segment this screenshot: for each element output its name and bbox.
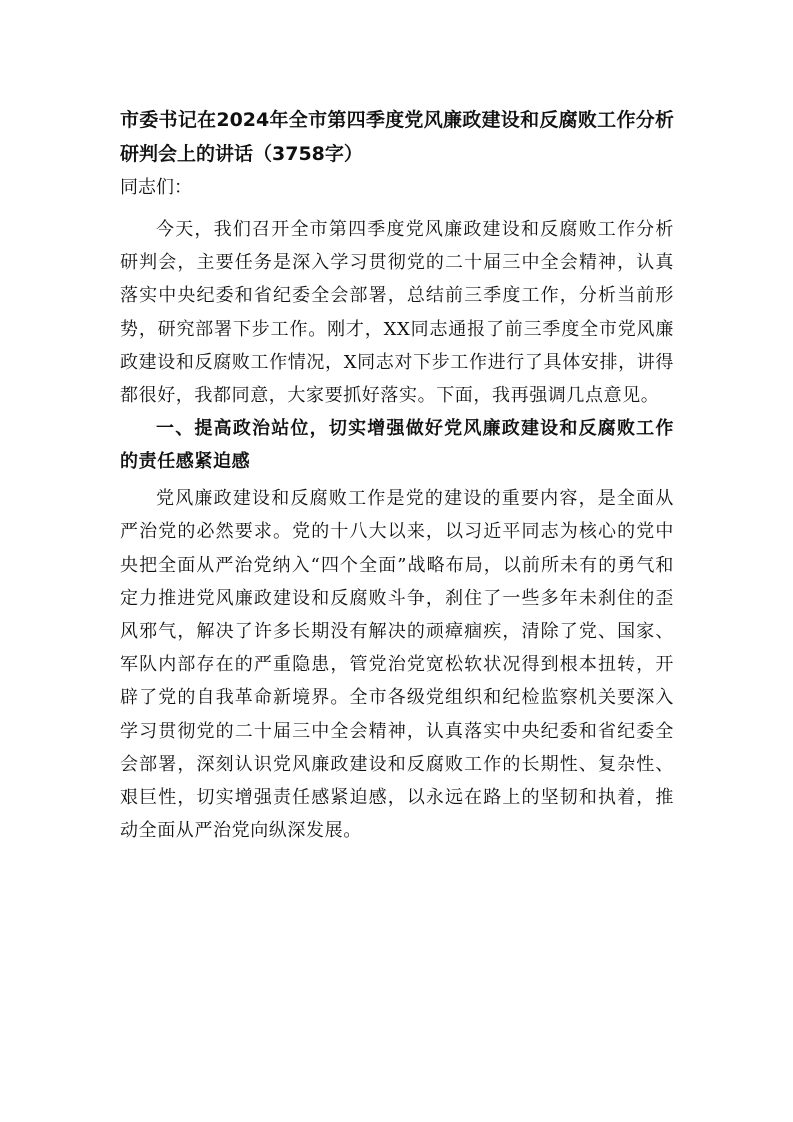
section-1-paragraph: 党风廉政建设和反腐败工作是党的建设的重要内容，是全面从严治党的必然要求。党的十八大以来，以习近平同志为核心的党中央把全面从严治党纳入“四个全面”战略布局，以前所未有的勇气和定力推进党风廉政建设和反腐败斗争，刹住了一些多年未刹住的歪风邪气，解决了许多长期没有解决的顽瘴痼疾，清除了党、国家、军队内部存在的严重隐患，管党治党宽松软状况得到根本扭转，开辟了党的自我革命新境界。全市各级党组织和纪检监察机关要深入学习贯彻党的二十届三中全会精神，认真落实中央纪委和省纪委全会部署，深刻认识党风廉政建设和反腐败工作的长期性、复杂性、艰巨性，切实增强责任感紧迫感，以永远在路上的坚韧和执着，推动全面从严治党向纵深发展。 xyxy=(120,488,674,842)
salutation: 同志们： xyxy=(120,177,192,198)
section-1-heading: 一、提高政治站位，切实增强做好党风廉政建设和反腐败工作的责任感紧迫感 xyxy=(120,418,674,473)
document-page xyxy=(120,103,674,847)
intro-paragraph: 今天，我们召开全市第四季度党风廉政建设和反腐败工作分析研判会，主要任务是深入学习贯彻党的二十届三中全会精神，认真落实中央纪委和省纪委全会部署，总结前三季度工作，分析当前形势，研究部署下步工作。刚才，XX同志通报了前三季度全市党风廉政建设和反腐败工作情况，X同志对下步工作进行了具体安排，讲得都很好，我都同意，大家要抓好落实。下面，我再强调几点意见。 xyxy=(120,219,674,407)
document-title: 市委书记在2024年全市第四季度党风廉政建设和反腐败工作分析研判会上的讲话（3758字） xyxy=(120,109,674,165)
